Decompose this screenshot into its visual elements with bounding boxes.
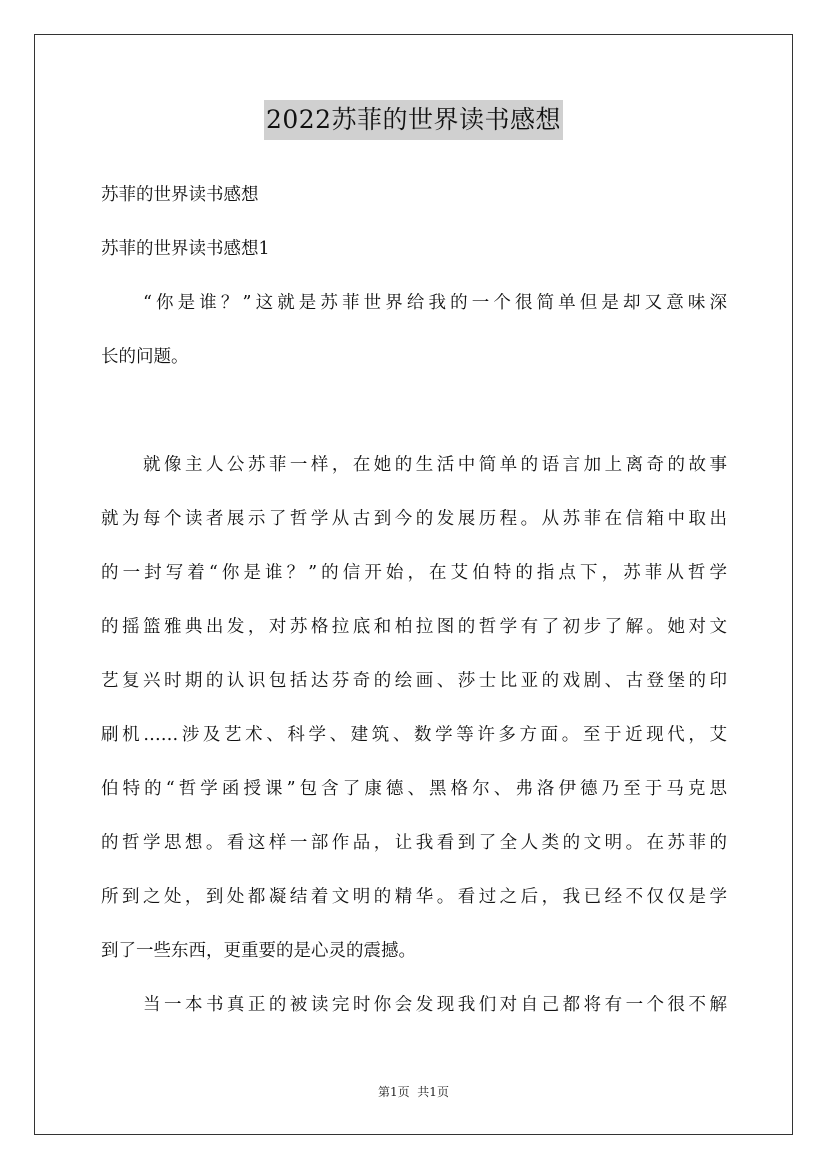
paragraph-line: 当一本书真正的被读完时你会发现我们对自己都将有一个很不解: [143, 995, 727, 1015]
paragraph-1: [101, 276, 727, 384]
paragraph-line: 的哲学思想。看这样一部作品，让我看到了全人类的文明。在苏菲的: [101, 833, 727, 853]
heading: 苏菲的世界读书感想: [101, 185, 259, 205]
paragraph-line: 到了一些东西，更重要的是心灵的震撼。: [101, 941, 416, 961]
paragraph-line: 就像主人公苏菲一样，在她的生活中简单的语言加上离奇的故事: [143, 455, 727, 475]
paragraph-line: 艺复兴时期的认识包括达芬奇的绘画、莎士比亚的戏剧、古登堡的印: [101, 671, 727, 691]
subheading: 苏菲的世界读书感想1: [101, 239, 270, 259]
paragraph-line: 所到之处，到处都凝结着文明的精华。看过之后，我已经不仅仅是学: [101, 887, 727, 907]
document-title: 2022苏菲的世界读书感想: [264, 100, 563, 140]
paragraph-line: 长的问题。: [101, 347, 189, 367]
paragraph-line: 伯特的“哲学函授课”包含了康德、黑格尔、弗洛伊德乃至于马克思: [101, 779, 727, 799]
title-container: [0, 100, 827, 140]
paragraph-3: [101, 978, 727, 1032]
paragraph-line: “你是谁？”这就是苏菲世界给我的一个很简单但是却又意味深: [143, 293, 727, 313]
paragraph-line: 刷机……涉及艺术、科学、建筑、数学等许多方面。至于近现代，艾: [101, 725, 727, 745]
paragraph-line: 的一封写着“你是谁？”的信开始，在艾伯特的指点下，苏菲从哲学: [101, 563, 727, 583]
paragraph-line: 就为每个读者展示了哲学从古到今的发展历程。从苏菲在信箱中取出: [101, 509, 727, 529]
document-body: [101, 168, 727, 1032]
paragraph-2: [101, 438, 727, 978]
page-footer: 第1页 共1页: [378, 1085, 449, 1099]
paragraph-line: 的摇篮雅典出发，对苏格拉底和柏拉图的哲学有了初步了解。她对文: [101, 617, 727, 637]
paragraph-spacer: [101, 384, 727, 438]
